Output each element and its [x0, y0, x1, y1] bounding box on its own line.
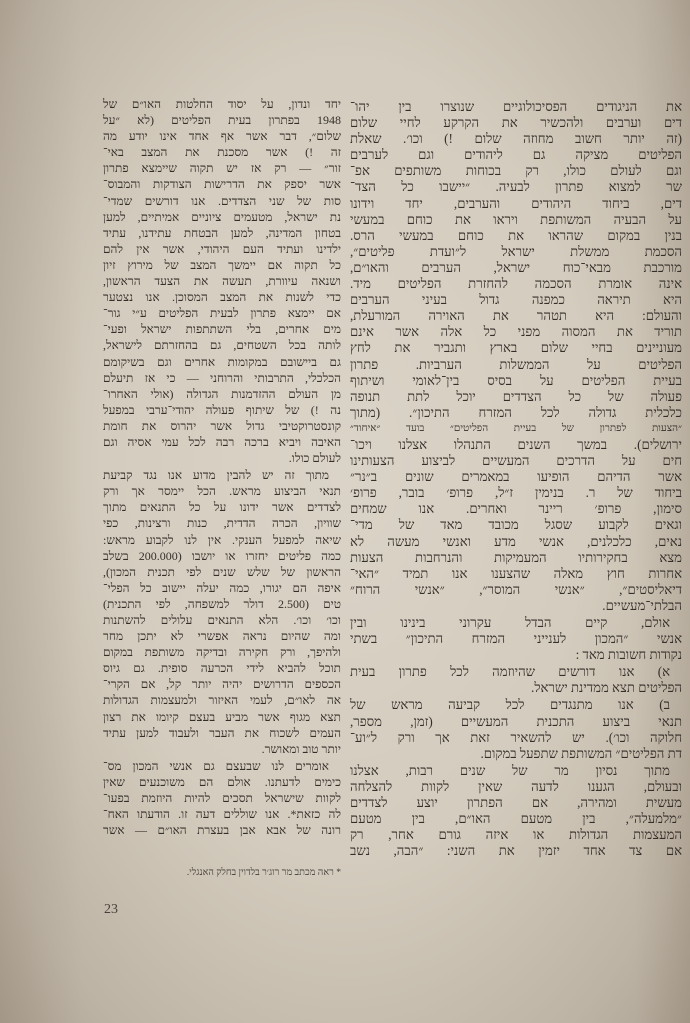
- text-line: תנאי הביצוע מראש. הכל יימסר אך ורק: [103, 484, 341, 499]
- text-line: תצא מגוף אשר מביע בעצם קיומו את רצון: [103, 709, 341, 724]
- text-line: וכו׳ וכו׳. הלא התנאים עלולים להשתנות: [103, 613, 341, 627]
- text-line: ביחוד של ר. בנימין ז״ל, פרופ׳ בובר, פרופ׳: [350, 485, 682, 501]
- text-line: הפליטים על הממשלות הערביות. פתרון: [350, 356, 682, 372]
- text-line: נה !) של שיתוף פעולה יהודי־ערבי במפעל: [103, 402, 341, 417]
- text-line: זור״ — רק אז יש תקוה שיימצא פתרון: [103, 161, 341, 176]
- text-line: ומה שהיום נראה אפשרי לא יתכן מחר: [103, 629, 341, 644]
- text-line: טים (2.500 דולר למשפחה, לפי התכנית): [103, 596, 341, 611]
- text-line: נת ישראל, מטעמים ציוניים אמיתיים, למען: [103, 209, 341, 224]
- text-line: הפליטים מציקה גם ליהודים וגם לערבים: [350, 147, 682, 163]
- text-line: לצדדים אשר ידונו על כל התנאים מתוך: [103, 500, 341, 515]
- text-line: כלכלית גדולה לכל המזרח התיכון״. (מתוך: [350, 404, 682, 420]
- paragraph: [350, 615, 682, 663]
- text-line: נקודות חשובות מאד :: [575, 647, 682, 663]
- text-line: אה לאו״ם, לעמי האיזור ולמעצמות הגדולות: [103, 693, 341, 708]
- text-line: ״הצעות לפתרון של בעיית הפליטים״ בועד ״איחוד״: [350, 422, 682, 434]
- text-line: שלום״, דבר אשר אף אחד אינו יודע מה: [103, 129, 341, 144]
- text-line: איפה הם יגורו, כמה יעלה יישוב כל הפלי־: [103, 580, 341, 595]
- text-line: כימים לדעתנו. אולם הם משוכנעים שאין: [103, 774, 341, 789]
- text-line: יותר טוב ומאושר.: [261, 741, 341, 756]
- text-line: לעולם כולו.: [288, 451, 341, 466]
- text-line: הפליטים תצא ממדינת ישראל.: [531, 680, 682, 696]
- text-line: קונסטרוקטיבי גדול אשר יהרוס את חומת: [103, 418, 341, 433]
- text-line: אנשי ״המכון לענייני המזרח התיכון״ בשתי: [350, 631, 682, 647]
- footnote: * ראה מכתב מר רוג׳ר בלדוין בחלק האנגלי.: [186, 867, 341, 878]
- page-number: 23: [104, 902, 118, 917]
- text-line: לה כזאת*. אנו שוללים דעה זו. הודעתו האח־: [103, 807, 341, 822]
- paragraph: [103, 758, 341, 838]
- text-line: מתוך זה יש להבין מדוע אנו נגד קביעת: [103, 468, 329, 483]
- text-line: אם צד אחד יזמין את השני: ״הבה, נשב: [350, 843, 682, 859]
- text-line: היא תיראה כמפנה גדול בעיני הערבים: [350, 292, 682, 308]
- text-line: הכלכלי, התרבותי והרוחני — כי אז תיעלם: [103, 370, 341, 385]
- text-line: ילדינו ועתיד העם היהודי, אשר אין להם: [103, 241, 341, 256]
- text-line: דת הפליטים״ המשותפת שתפעל במקום.: [480, 745, 682, 761]
- text-line: הבלתי־מעשיים.: [602, 597, 682, 613]
- text-line: אינה אומרת הסכמה להחזרת הפליטים מיד.: [350, 276, 682, 292]
- text-line: ״מלמעלה״, בין מטעם האו״ם, בין מטעם: [350, 811, 682, 827]
- text-line: שר למצוא פתרון לבעיה. ״יישבו כל הצד־: [350, 179, 682, 195]
- text-line: האיבה ויביא ברכה רבה לכל עמי אסיה וגם: [103, 434, 341, 449]
- paragraph: [350, 664, 682, 696]
- text-line: יחד ונדון, על יסוד החלטות האו״ם של: [103, 97, 341, 111]
- text-line: תוריד את המסוה מפני כל אלה אשר אינם: [350, 324, 682, 340]
- text-line: ושנאה עיוורת, תעשה את הצעד הראשון,: [103, 274, 341, 289]
- text-line: מצא בחקירותיו המעמיקות והנרחבות הצעות: [350, 549, 682, 565]
- text-line: המעצמות הגדולות או איזה גורם אחר, רק: [350, 827, 682, 843]
- text-line: רונה של אבא אבן בעצרת האו״ם — אשר: [103, 823, 341, 838]
- text-line: חים על הדרכים המעשיים לביצוע הצעותינו: [350, 453, 682, 469]
- text-line: חלוקה וכו׳). יש להשאיר זאת אך ורק ל״וע־: [350, 729, 682, 745]
- right-text-column: [350, 99, 682, 859]
- text-line: אם יימצא פתרון לבעית הפליטים ע״י גור־: [103, 306, 341, 321]
- text-line: ובעולם, הגענו לדעה שאין לקוות להצלחה: [350, 778, 682, 794]
- paragraph: [350, 697, 682, 761]
- text-line: לותה בכל השטחים, גם בהחזרתם לישראל,: [103, 338, 341, 353]
- text-line: ב) אנו מתנגדים לכל קביעה מראש של: [350, 697, 670, 713]
- text-line: שיאה למפעל הענקי. אין לנו לקבוע מראש:: [103, 532, 341, 547]
- text-line: תוכל להביא לידי הכרעה סופית. גם גיוס: [103, 661, 341, 676]
- text-line: כמה פליטים יחזרו או יושבו (200.000 בשלב: [103, 548, 341, 563]
- text-line: מעשית ומהירה, אם הפתרון יוצע לצדדים: [350, 795, 682, 811]
- text-line: פעולה של כל הצדדים יוכל לתת תנופה: [350, 388, 682, 404]
- text-line: גם ביישובם במקומות אחרים וגם בשיקומם: [103, 354, 341, 369]
- text-line: שוויון, הכרה הדדית, כנות ורצינות, כפי: [103, 516, 341, 531]
- text-line: בעיית הפליטים על בסיס בין־לאומי ושיתוף: [350, 372, 682, 388]
- text-line: סימון, פרופ׳ ריינר ואחרים. אנו שמחים: [350, 501, 682, 517]
- text-line: דים וערבים ולהכשיר את הקרקע לחיי שלום: [350, 115, 682, 131]
- text-line: וגאים לקבוע שסגל מכובד מאד של מדי־: [350, 517, 682, 533]
- text-line: הכספים הדרושים יהיה יותר קל, אם הקרי־: [103, 677, 341, 692]
- text-line: ולהיפך, ורק חקירה ובדיקה משותפת במקום: [103, 645, 341, 660]
- text-line: כל תקוה אם יימשך המצב של מירוץ זיון: [103, 257, 341, 272]
- text-line: מתוך נסיון מר של שנים רבות, אצלנו: [350, 762, 670, 778]
- text-line: אשר הדיהם הופיעו במאמרים שונים ב״נר״: [350, 469, 682, 485]
- text-line: בטחון המדינה, למען הבטחת עתידנו, עתיד: [103, 225, 341, 240]
- text-line: בנין במקום שהראו את כוחם במעשי הרס.: [350, 227, 682, 243]
- text-line: וגם לעולם כולו, רק בכוחות משותפים אפ־: [350, 163, 682, 179]
- paragraph: [103, 467, 341, 757]
- text-line: תנאי ביצוע התכנית המעשיים (זמן, מספר,: [350, 713, 682, 729]
- text-line: מים אחרים, בלי השתתפות ישראל ופעי־: [103, 322, 341, 337]
- text-line: 1948 בפתרון בעית הפליטים (לא ״על: [103, 113, 341, 128]
- text-line: דים, ביחוד היהודים והערבים, יחד וידונו: [350, 195, 682, 211]
- text-line: מן העולם ההזדמנות הגדולה (אולי האחרו־: [103, 386, 341, 401]
- text-line: סות של שני הצדדים. אנו דורשים שמדי־: [103, 193, 341, 208]
- text-line: א) אנו דורשים שהיוזמה לכל פתרון בעית: [350, 664, 670, 680]
- text-line: והעולם: היא תטהר את האוירה המורעלת,: [350, 308, 682, 324]
- text-line: מעוניינים בחיי שלום בארץ ותגביר את לחץ: [350, 340, 682, 356]
- text-line: (זה יותר חשוב מחוזה שלום !) וכו׳. שאלת: [350, 131, 682, 147]
- text-line: ירושלים). במשך השנים התנהלו אצלנו ויכו־: [350, 436, 682, 452]
- paragraph: [350, 763, 682, 860]
- text-line: את הניגודים הפסיכולוגיים שנוצרו בין יהו־: [350, 99, 682, 114]
- text-line: לקוות שישראל תסכים להיות היוזמת בפעו־: [103, 791, 341, 806]
- paragraph: [103, 96, 341, 466]
- text-line: אולם, קיים הבדל עקרוני בינינו ובין: [350, 615, 670, 630]
- text-line: דיאליסטים״, ״אנשי המוסר״, ״אנשי הרוח״: [350, 581, 682, 597]
- text-line: העמים לשכוח את העבר ולעבוד למען עתיד: [103, 725, 341, 740]
- paragraph: [350, 99, 682, 614]
- text-line: זה !) אשר מסכנת את המצב באי־: [103, 145, 341, 160]
- text-line: על הבעיה המשותפת ויראו את כוחם במעשי: [350, 211, 682, 227]
- text-line: מורכבת מבאי־כוח ישראל, הערבים והאו״ם,: [350, 259, 682, 275]
- text-line: אחרות חוץ מאלה שהצענו אנו תמיד ״האי־: [350, 565, 682, 581]
- text-line: הראשון של שלש שנים לפי תכנית המכון),: [103, 564, 341, 579]
- text-line: הסכמת ממשלת ישראל ל״ועדת פליטים״,: [350, 243, 682, 259]
- text-line: אשר יספק את הדרישות הצודקות והמבוס־: [103, 177, 341, 192]
- text-line: נאים, כלכלנים, אנשי מדע ואנשי מעשה לא: [350, 533, 682, 549]
- text-line: אומרים לנו שבעצם גם אנשי המכון מס־: [103, 758, 329, 773]
- text-line: כדי לשנות את המצב המסוכן. אנו נצטער: [103, 290, 341, 305]
- left-text-column: [103, 96, 341, 838]
